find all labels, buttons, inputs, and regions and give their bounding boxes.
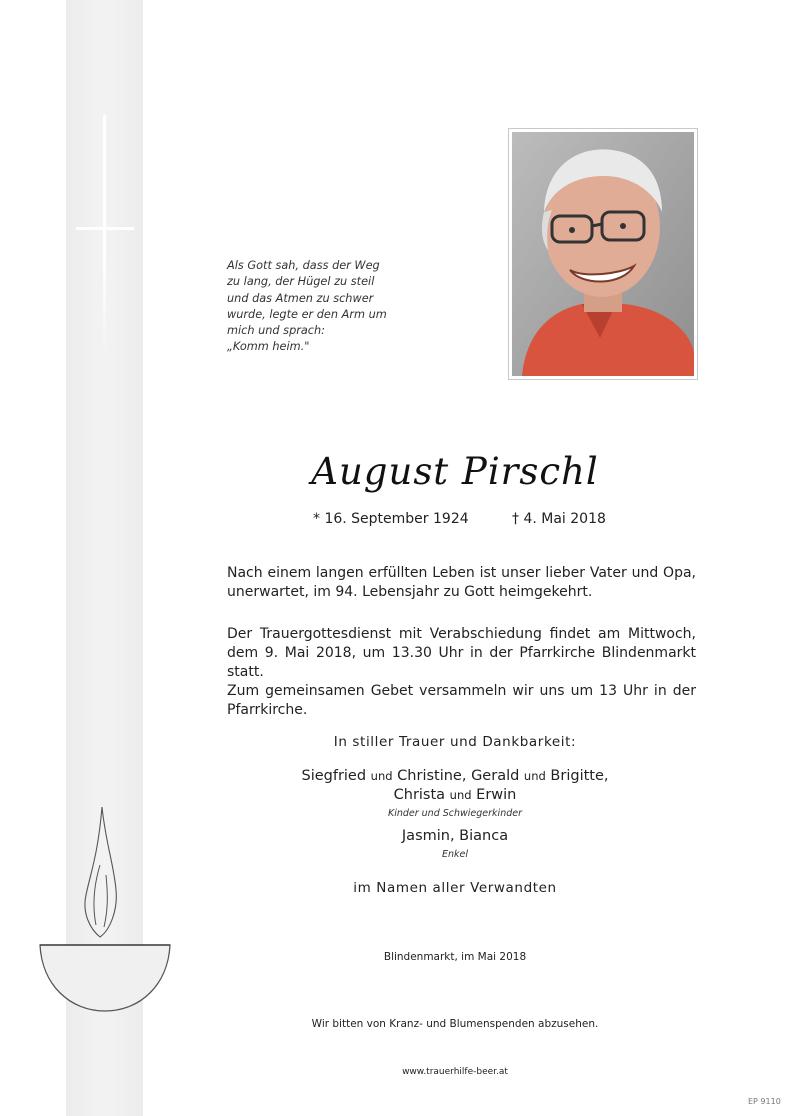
mourners-closing: im Namen aller Verwandten — [353, 880, 557, 896]
verse-line: zu lang, der Hügel zu steil — [227, 275, 375, 289]
paragraph-service — [227, 625, 696, 720]
mourners-line-3: Jasmin, Bianca — [401, 828, 509, 844]
paragraph-line: dem 9. Mai 2018, um 13.30 Uhr in der Pfarrkirche Blindenmarkt statt. — [227, 645, 696, 680]
birth-date: * 16. September 1924 — [313, 511, 469, 527]
cross-vertical-bar — [103, 115, 106, 350]
death-date: † 4. Mai 2018 — [512, 511, 606, 527]
mourner-name: Christine, Gerald — [397, 768, 520, 784]
place-date: Blindenmarkt, im Mai 2018 — [383, 951, 527, 963]
conjunction: und — [370, 769, 393, 783]
mourner-name: Erwin — [476, 787, 517, 803]
mourners-role-grandchildren: Enkel — [441, 849, 468, 860]
candle-bowl-icon — [36, 805, 174, 1015]
form-code: EP 9110 — [748, 1097, 781, 1106]
mourner-name: Brigitte, — [550, 768, 609, 784]
verse-line: mich und sprach: — [227, 324, 325, 338]
memorial-verse — [227, 258, 402, 356]
flower-request: Wir bitten von Kranz- und Blumenspenden abzusehen. — [311, 1018, 599, 1030]
mourners-role-children: Kinder und Schwiegerkinder — [387, 808, 523, 819]
website-link: www.trauerhilfe-beer.at — [402, 1067, 508, 1077]
mourner-name: Christa — [393, 787, 446, 803]
deceased-name: August Pirschl — [311, 450, 599, 493]
verse-line: „Komm heim." — [227, 340, 310, 354]
mourners-heading: In stiller Trauer und Dankbarkeit: — [333, 734, 577, 750]
conjunction: und — [449, 788, 472, 802]
mourner-name: Siegfried — [301, 768, 367, 784]
paragraph-line: Zum gemeinsamen Gebet versammeln wir uns um 13 Uhr in der — [227, 683, 696, 699]
mourners-line-2 — [200, 787, 710, 803]
paragraph-line: Nach einem langen erfüllten Leben ist unser lieber Vater und Opa, — [227, 565, 696, 581]
portrait-photo — [508, 128, 698, 380]
portrait-image — [512, 132, 694, 376]
paragraph-line: Pfarrkirche. — [227, 702, 308, 718]
paragraph-line: unerwartet, im 94. Lebensjahr zu Gott heimgekehrt. — [227, 584, 593, 600]
verse-line: wurde, legte er den Arm um — [227, 307, 387, 321]
mourners-line-1 — [200, 768, 710, 784]
conjunction: und — [523, 769, 546, 783]
paragraph-line: Der Trauergottesdienst mit Verabschiedung findet am Mittwoch, — [227, 626, 696, 642]
cross-horizontal-bar — [76, 227, 134, 230]
verse-line: und das Atmen zu schwer — [227, 291, 374, 305]
paragraph-announcement — [227, 564, 696, 602]
verse-line: Als Gott sah, dass der Weg — [227, 259, 380, 272]
